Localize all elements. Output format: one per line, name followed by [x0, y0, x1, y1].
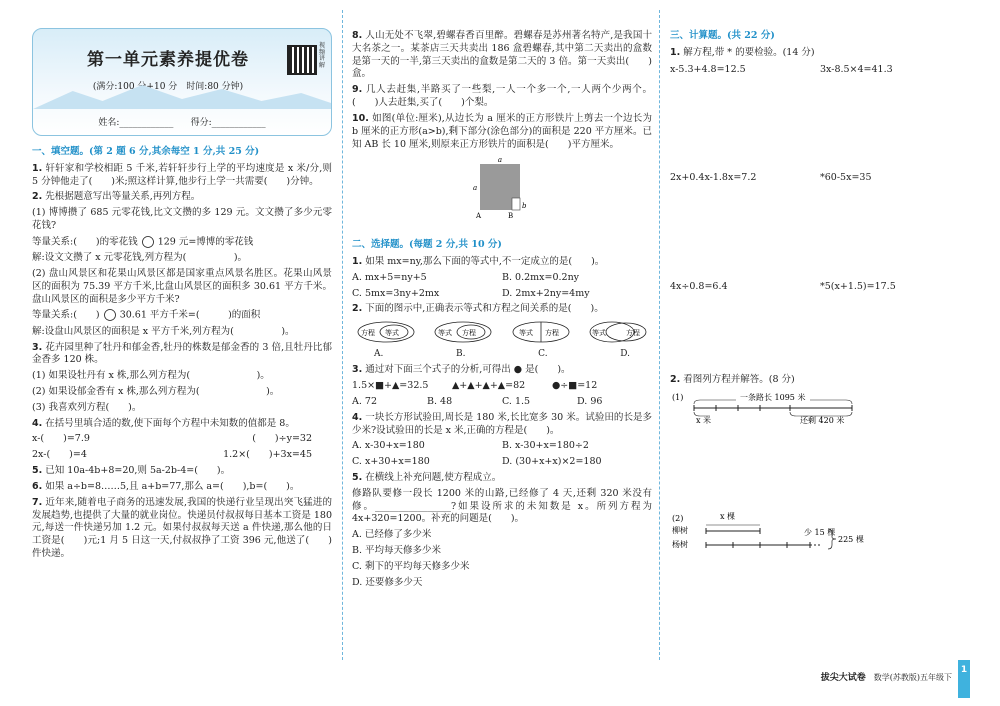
choice-2-diagrams	[352, 320, 652, 344]
venn-diagram-b-icon[interactable]	[433, 320, 493, 344]
name-score-row	[33, 117, 331, 129]
option-b[interactable]: B. 0.2mx=0.2ny	[502, 271, 580, 283]
equation-row-3	[670, 281, 970, 294]
option-c[interactable]: C.	[538, 349, 548, 360]
question-2-1: (1) 博博攒了 685 元零花钱,比文文攒的多 129 元。文文攒了多少元零花钱?	[32, 207, 332, 232]
option-a[interactable]: A. x-30+x=180	[352, 440, 425, 452]
page-subtitle: (满分:100 分+10 分 时间:80 分钟)	[92, 82, 244, 92]
equation: *60-5x=35	[820, 172, 872, 184]
svg-text:杨树: 杨树	[672, 539, 688, 549]
venn-diagram-d-icon[interactable]	[588, 320, 648, 344]
square-cut-figure	[472, 158, 532, 220]
fig-label-B: B	[508, 212, 514, 221]
svg-text:等式: 等式	[385, 329, 399, 338]
option-d[interactable]: D. (30+x+x)×2=180	[502, 456, 602, 468]
equation-row-1	[670, 64, 970, 77]
choice-1-options-2	[352, 288, 652, 301]
question-3-3: (3) 我喜欢列方程( )。	[32, 401, 142, 413]
option-a[interactable]: A.	[374, 349, 384, 360]
question-3-1: (1) 如果设牡丹有 x 株,那么列方程为( )。	[32, 370, 270, 382]
footer-subject: 数学(苏教版)五年级下	[873, 672, 952, 682]
footer	[821, 672, 952, 684]
choice-2-labels	[352, 348, 652, 360]
equation: 3x-8.5×4=41.3	[820, 63, 893, 75]
svg-text:一条路长 1095 米: 一条路长 1095 米	[740, 392, 806, 402]
svg-text:柳树: 柳树	[672, 525, 688, 535]
option-b[interactable]: B.	[456, 349, 466, 360]
question-10: 10. 如图(单位:厘米),从边长为 a 厘米的正方形铁片上剪去一个边长为 b 厘米的正方形(a>b),剩下部分(涂色部分)的面积是 220 平方厘米。已知 AB 长 10 厘米,则原来正方形铁片的面积是( )平方厘米。	[352, 112, 652, 150]
svg-text:方程: 方程	[625, 329, 640, 338]
qr-label: 视频讲解	[319, 42, 326, 69]
option-d[interactable]: D.	[620, 349, 630, 360]
choice-4-options	[352, 440, 652, 453]
qr-code-icon[interactable]	[287, 45, 317, 75]
column-divider-1	[342, 10, 343, 660]
column-right	[670, 30, 970, 560]
question-5: 5. 已知 10a-4b+8=20,则 5a-2b-4=( )。	[32, 465, 231, 477]
blank-circle-icon[interactable]	[103, 309, 117, 321]
question-2-2-solution: 解:设盘山风景区的面积是 x 平方千米,列方程为( )。	[32, 325, 295, 337]
question-3-2: (2) 如果设郁金香有 x 株,那么列方程为( )。	[32, 386, 280, 397]
column-left	[32, 28, 332, 564]
choice-4-options-2	[352, 456, 652, 469]
question-2-2-relation: 等量关系:( ) 30.61 平方千米=( )的面积	[32, 309, 261, 321]
question-9: 9. 几人去赶集,半路买了一些梨,一人一个多一个,一人两个少两个。( )人去赶集,买了( )个梨。	[352, 84, 652, 109]
question-2-1-solution: 解:设文文攒了 x 元零花钱,列方程为( )。	[32, 252, 248, 264]
equation: 2x+0.4x-1.8x=7.2	[670, 172, 757, 184]
question-2-1-relation: 等量关系:( )的零花钱 129 元=博博的零花钱	[32, 236, 254, 248]
line-diagram-2	[670, 511, 870, 555]
title-box	[32, 28, 332, 136]
option-d[interactable]: D. 还要修多少天	[352, 576, 423, 588]
line-diagram-1	[670, 390, 860, 430]
section-1-title: 一、填空题。(第 2 题 6 分,其余每空 1 分,共 25 分)	[32, 146, 260, 157]
option-c[interactable]: C. 剩下的平均每天修多少米	[352, 560, 470, 572]
svg-text:方程: 方程	[361, 329, 375, 338]
choice-3-equations: 1.5×■+▲=32.5 ▲+▲+▲+▲=82 ●÷■=12	[352, 380, 598, 392]
fig-label-a-side: a	[473, 184, 478, 193]
choice-2: 2. 下面的图示中,正确表示等式和方程之间关系的是( )。	[352, 303, 604, 315]
choice-3-options	[352, 396, 652, 409]
question-2: 2. 先根据题意写出等量关系,再列方程。	[32, 191, 201, 203]
svg-text:方程: 方程	[544, 329, 559, 338]
column-middle	[352, 30, 652, 593]
svg-text:方程: 方程	[462, 329, 477, 338]
question-7: 7. 近年来,随着电子商务的迅速发展,我国的快递行业呈现出突飞猛进的发展趋势,也提供了大量的就业岗位。快递员付叔叔每日基本工资是 180 元,每送一件快递另加 1.2 元。如果付叔叔每天送 a 件快递,那么他的日工资是( )元;1 月 5 日这一天,付叔叔挣了工资 396 元,他送了( )件快递。	[32, 496, 332, 559]
calc-problem-2: 2. 看图列方程并解答。(8 分)	[670, 374, 795, 386]
svg-text:等式: 等式	[591, 329, 606, 338]
fig-label-a: a	[497, 158, 503, 165]
choice-4: 4. 一块长方形试验田,周长是 180 米,长比宽多 30 米。试验田的长是多少米?设试验田的长是 x 米,正确的方程是( )。	[352, 411, 652, 436]
question-3: 3. 花卉园里种了牡丹和郁金香,牡丹的株数是郁金香的 3 倍,且牡丹比郁金香多 120 株。	[32, 341, 332, 366]
option-b[interactable]: B. 平均每天修多少米	[352, 545, 442, 557]
choice-1: 1. 如果 mx=ny,那么下面的等式中,不一定成立的是( )。	[352, 255, 605, 267]
mountain-decoration-icon	[33, 83, 331, 109]
choice-5-text: 修路队要修一段长 1200 米的山路,已经修了 4 天,还剩 320 米没有修。________________?如果设所求的未知数是 x。所列方程为 4x+320=1200。补充的问题是( )。	[352, 487, 652, 525]
equation: *5(x+1.5)=17.5	[820, 281, 896, 293]
option-a[interactable]: A. mx+5=ny+5	[352, 271, 427, 283]
option-d[interactable]: D. 96	[577, 395, 603, 407]
blank-circle-icon[interactable]	[141, 236, 155, 248]
question-6: 6. 如果 a÷b=8……5,且 a+b=77,那么 a=( ),b=( )。	[32, 480, 300, 492]
choice-5: 5. 在横线上补充问题,使方程成立。	[352, 472, 502, 484]
option-c[interactable]: C. 5mx=3ny+2mx	[352, 287, 440, 299]
svg-text:(1): (1)	[672, 392, 684, 402]
equation: 4x÷0.8=6.4	[670, 281, 728, 293]
question-4-row-1: x-( )=7.9 ( )÷y=32	[32, 433, 312, 445]
venn-diagram-a-icon[interactable]	[356, 320, 416, 344]
svg-text:等式: 等式	[438, 329, 453, 338]
option-c[interactable]: C. 1.5	[502, 395, 531, 407]
page-number: 1	[958, 660, 970, 698]
score-field[interactable]: 得分:____________	[190, 117, 266, 128]
option-c[interactable]: C. x+30+x=180	[352, 456, 430, 468]
question-4-row-2: 2x-( )=4 1.2×( )+3x=45	[32, 449, 312, 461]
svg-text:x 棵: x 棵	[720, 511, 736, 521]
choice-1-options	[352, 272, 652, 285]
option-b[interactable]: B. 48	[427, 395, 453, 407]
section-2-title: 二、选择题。(每题 2 分,共 10 分)	[352, 239, 502, 251]
question-4: 4. 在括号里填合适的数,使下面每个方程中未知数的值都是 8。	[32, 417, 295, 429]
svg-text:225 棵: 225 棵	[838, 534, 864, 544]
venn-diagram-c-icon[interactable]	[511, 320, 571, 344]
choice-3: 3. 通过对下面三个式子的分析,可得出 ● 是( )。	[352, 364, 571, 376]
question-8: 8. 人山无处不飞翠,碧螺春香百里醉。碧螺春是苏州著名特产,是我国十大名茶之一。某茶店三天共卖出 186 盒碧螺春,其中第二天卖出的盒数是第一天的一半,第三天卖出的盒数是第二天的 3 倍。第一天卖出( )盒。	[352, 30, 652, 80]
option-b[interactable]: B. x-30+x=180÷2	[502, 440, 589, 452]
question-1: 1. 轩轩家和学校相距 5 千米,若轩轩步行上学的平均速度是 x 米/分,则 5 分钟他走了( )米;照这样计算,他步行上学一共需要( )分钟。	[32, 162, 332, 187]
svg-text:x 米: x 米	[696, 415, 712, 425]
equation-row-2	[670, 172, 970, 185]
question-2-2: (2) 盘山风景区和花果山风景区都是国家重点风景名胜区。花果山风景区的面积为 75.39 平方千米,比盘山风景区的面积多 30.61 平方千米。盘山风景区的面积是多少平方千米?	[32, 268, 332, 305]
equation: x-5.3+4.8=12.5	[670, 63, 746, 75]
calc-problem-1: 1. 解方程,带 * 的要检验。(14 分)	[670, 46, 815, 58]
option-d[interactable]: D. 2mx+2ny=4my	[502, 287, 590, 299]
svg-text:少 15 棵: 少 15 棵	[804, 527, 836, 537]
svg-text:还剩 420 米: 还剩 420 米	[800, 415, 845, 425]
name-field[interactable]: 姓名:____________	[98, 117, 174, 128]
svg-text:等式: 等式	[518, 329, 533, 338]
page-title: 第一单元素养提优卷	[87, 50, 249, 70]
option-a[interactable]: A. 已经修了多少米	[352, 529, 432, 541]
section-3-title: 三、计算题。(共 22 分)	[670, 30, 775, 41]
footer-brand: 拔尖大试卷	[820, 672, 866, 683]
fig-label-b: b	[522, 202, 527, 211]
option-a[interactable]: A. 72	[352, 395, 377, 407]
svg-text:(2): (2)	[672, 513, 684, 523]
column-divider-2	[659, 10, 660, 660]
fig-label-A: A	[476, 212, 482, 221]
